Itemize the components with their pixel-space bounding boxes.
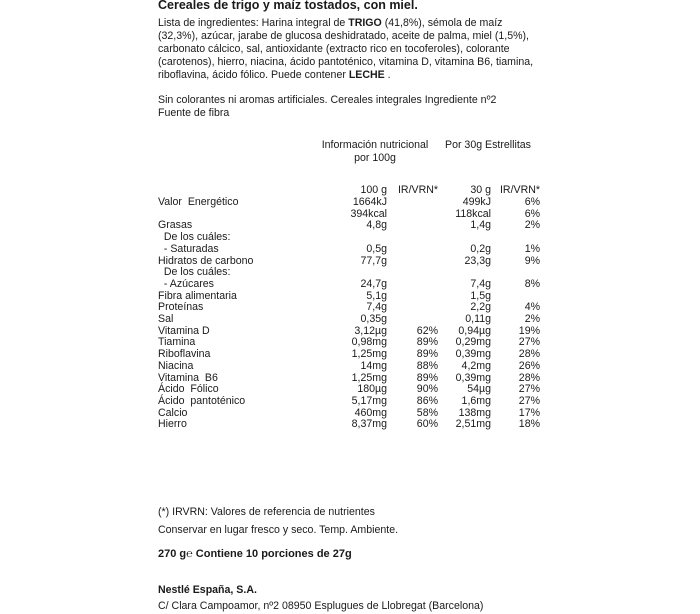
ir-30g: 19%	[518, 324, 540, 337]
value-100g: 0,35g	[360, 313, 387, 325]
ingredients-text: (41,8%), sémola de maíz	[381, 17, 503, 29]
ingredients-text: .	[384, 69, 391, 81]
nutrient-label: Calcio	[158, 406, 188, 419]
allergen-wheat: TRIGO	[348, 17, 382, 29]
value-30g: 0,39mg	[455, 348, 491, 361]
value-30g: 1,6mg	[461, 394, 491, 407]
nutrient-label: Proteínas	[158, 301, 204, 314]
ir-100g: 86%	[416, 394, 438, 407]
ir-30g: 1%	[524, 242, 540, 255]
col-header-ir-30g: IR/VRN*	[499, 184, 540, 196]
ir-30g: 28%	[518, 371, 540, 384]
ir-100g: 60%	[416, 418, 438, 431]
claim-line-1: Sin colorantes ni aromas artificiales. Cereales integrales Ingrediente nº2	[158, 94, 497, 106]
ingredients-text: riboflavina, ácido fólico. Puede contener	[158, 69, 349, 81]
value-100g: 5,1g	[366, 289, 387, 302]
nutrient-label: Ácido Fólico	[158, 383, 219, 396]
nutrient-label: De los cuáles:	[158, 231, 231, 244]
ingredients-text: Lista de ingredientes: Harina integral de	[158, 17, 349, 29]
nutrient-label: Valor Energético	[158, 196, 239, 208]
nutrition-header-100g-line1: Información nutricional	[321, 139, 429, 151]
value-100g: 180µg	[357, 383, 387, 396]
ir-100g: 90%	[416, 383, 438, 396]
value-100g: 24,7g	[360, 277, 387, 290]
value-100g: 7,4g	[366, 301, 387, 314]
col-header-100g: 100 g	[360, 184, 387, 196]
value-30g: 4,2mg	[461, 359, 491, 372]
nutrient-label: Hidratos de carbono	[158, 254, 254, 267]
value-30g: 1,4g	[470, 219, 491, 232]
ir-30g: 8%	[524, 277, 540, 290]
footnote: (*) IRVRN: Valores de referencia de nutrientes	[158, 506, 375, 518]
nutrient-label: Hierro	[158, 418, 187, 431]
value-100g: 77,7g	[360, 254, 387, 267]
ir-30g: 2%	[524, 219, 540, 232]
ir-30g: 6%	[524, 196, 540, 208]
company-address: C/ Clara Campoamor, nº2 08950 Esplugues de Llobregat (Barcelona)	[158, 600, 484, 612]
value-30g: 23,3g	[464, 254, 491, 267]
ingredients-line-4: (carotenos), hierro, niacina, ácido pantoténico, vitamina D, vitamina B6, tiamina,	[158, 56, 534, 68]
value-30g: 138mg	[458, 406, 491, 419]
value-30g: 0,94µg	[458, 324, 491, 337]
value-30g: 0,39mg	[455, 371, 491, 384]
nutrient-label: - Azúcares	[158, 277, 214, 290]
value-100g: 1,25mg	[351, 371, 387, 384]
ir-100g: 89%	[416, 348, 438, 361]
nutrient-label: Fibra alimentaria	[158, 289, 237, 302]
value-100g: 14mg	[360, 359, 387, 372]
ir-30g: 6%	[524, 207, 540, 220]
ir-30g: 17%	[518, 406, 540, 419]
value-100g: 8,37mg	[351, 418, 387, 431]
nutrient-label: - Saturadas	[158, 242, 219, 255]
ir-30g: 9%	[524, 254, 540, 267]
nutrient-label: Sal	[158, 313, 174, 325]
value-30g: 0,11g	[465, 313, 491, 325]
value-30g: 2,51mg	[455, 418, 491, 431]
nutrient-label: Vitamina D	[158, 324, 210, 337]
value-100g: 0,98mg	[351, 336, 387, 349]
value-30g: 118kcal	[455, 207, 491, 220]
nutrient-label: Riboflavina	[158, 348, 211, 361]
ir-30g: 2%	[524, 313, 540, 325]
col-header-ir-100g: IR/VRN*	[397, 184, 438, 196]
value-100g: 1664kJ	[352, 196, 387, 208]
ingredients-line-3: carbonato cálcico, sal, antioxidante (extracto rico en tocoferoles), colorante	[158, 43, 510, 55]
value-30g: 0,29mg	[455, 336, 491, 349]
ir-100g: 89%	[416, 336, 438, 349]
nutrient-label: Niacina	[158, 359, 194, 372]
claim-line-2: Fuente de fibra	[158, 107, 230, 119]
ir-30g: 4%	[524, 301, 540, 314]
ir-30g: 27%	[518, 336, 540, 349]
company-name: Nestlé España, S.A.	[158, 584, 257, 596]
product-title: Cereales de trigo y maíz tostados, con miel.	[158, 0, 418, 12]
ir-100g: 62%	[416, 324, 438, 337]
ir-30g: 28%	[518, 348, 540, 361]
ingredients-line-5	[158, 69, 391, 82]
value-100g: 1,25mg	[351, 348, 387, 361]
value-100g: 394kcal	[350, 207, 387, 220]
nutrient-label: Ácido pantoténico	[158, 394, 246, 407]
ir-100g: 88%	[416, 359, 438, 372]
nutrient-label: De los cuáles:	[158, 266, 231, 279]
net-weight: 270 g℮ Contiene 10 porciones de 27g	[158, 548, 352, 560]
ir-30g: 27%	[518, 394, 540, 407]
value-100g: 0,5g	[366, 242, 387, 255]
value-30g: 0,2g	[470, 242, 491, 255]
ingredients-line-1	[158, 17, 502, 30]
nutrition-header-30g: Por 30g Estrellitas	[445, 139, 531, 151]
nutrient-label: Grasas	[158, 219, 193, 232]
storage-text: Conservar en lugar fresco y seco. Temp. Ambiente.	[158, 524, 399, 536]
value-30g: 499kJ	[462, 196, 491, 208]
value-100g: 460mg	[354, 406, 387, 419]
ir-30g: 26%	[518, 359, 540, 372]
nutrient-label: Vitamina B6	[158, 371, 218, 384]
ir-100g: 89%	[416, 371, 438, 384]
value-100g: 4,8g	[366, 219, 387, 232]
ir-100g: 58%	[416, 406, 438, 419]
col-header-30g: 30 g	[470, 184, 491, 196]
value-30g: 2,2g	[470, 301, 491, 314]
ir-30g: 18%	[518, 418, 540, 431]
value-30g: 54µg	[467, 383, 491, 396]
value-100g: 3,12µg	[354, 324, 387, 337]
nutrition-header-100g-line2: por 100g	[354, 152, 396, 164]
ingredients-line-2: (32,3%), azúcar, jarabe de glucosa deshidratado, aceite de palma, miel (1,5%),	[158, 30, 529, 42]
nutrient-label: Tiamina	[158, 336, 196, 349]
value-30g: 1,5g	[470, 289, 491, 302]
ir-30g: 27%	[518, 383, 540, 396]
value-30g: 7,4g	[470, 277, 491, 290]
value-100g: 5,17mg	[351, 394, 387, 407]
allergen-milk: LECHE	[348, 69, 385, 81]
